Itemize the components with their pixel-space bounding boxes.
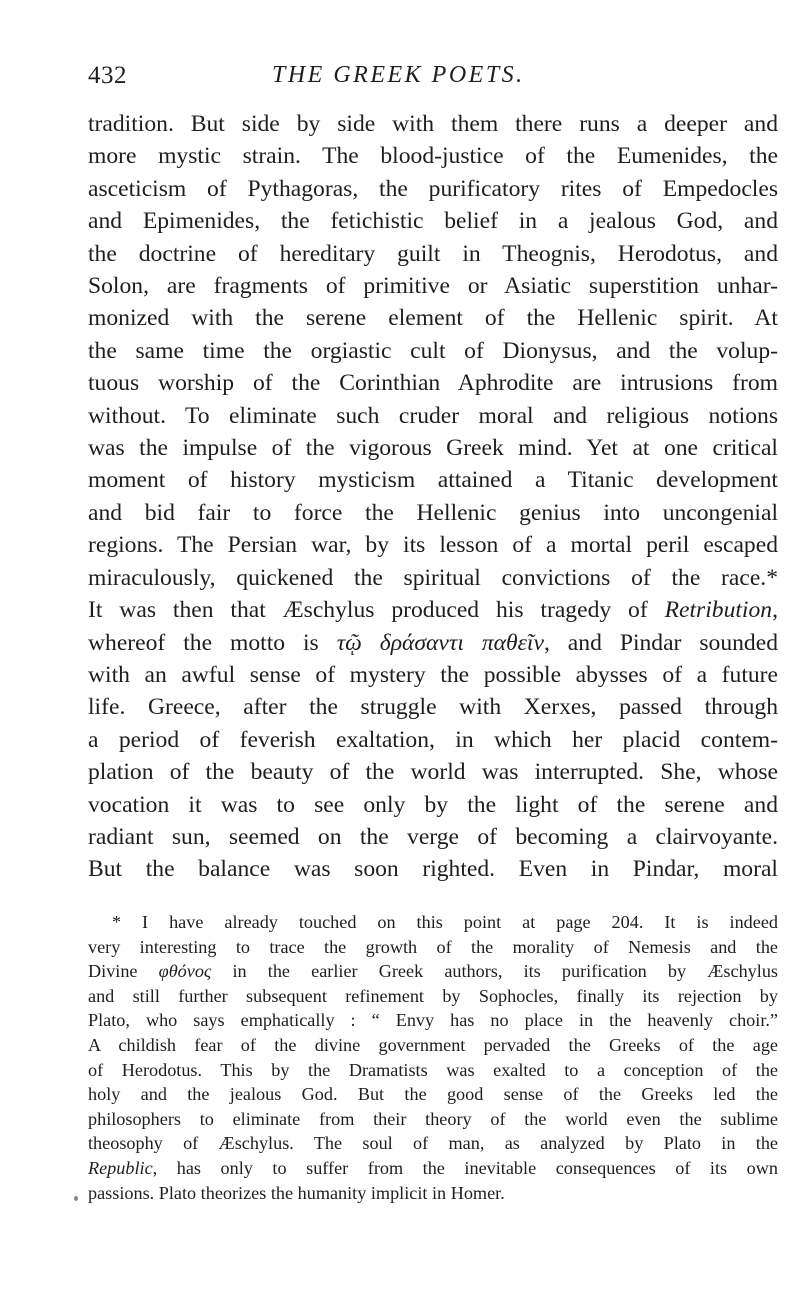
footnote-text: , has only to suffer from the inevitable consequences of its own bbox=[152, 1157, 778, 1178]
footnote-line: very interesting to trace the growth of the morality of Nemesis and the bbox=[88, 936, 778, 957]
footnote-line: of Herodotus. This by the Dramatists was exalted to a conception of the bbox=[88, 1059, 778, 1080]
footnote-line: A childish fear of the divine government pervaded the Greeks of the age bbox=[88, 1034, 778, 1055]
footnote-line: theosophy of Æschylus. The soul of man, as analyzed by Plato in the bbox=[88, 1133, 778, 1154]
body-line: a period of feverish exaltation, in which her placid contem- bbox=[88, 726, 778, 753]
footnote-line: holy and the jealous God. But the good sense of the Greeks led the bbox=[88, 1084, 778, 1105]
body-line: and bid fair to force the Hellenic genius into uncongenial bbox=[88, 499, 778, 526]
body-line: Solon, are fragments of primitive or Asiatic superstition unhar- bbox=[88, 273, 778, 300]
footnote-line bbox=[88, 959, 778, 984]
body-line: the same time the orgiastic cult of Dionysus, and the volup- bbox=[88, 337, 778, 364]
body-text bbox=[88, 108, 778, 886]
body-line: plation of the beauty of the world was interrupted. She, whose bbox=[88, 759, 778, 786]
work-title-retribution: Retribution bbox=[664, 597, 773, 624]
body-line-text: whereof the motto is bbox=[88, 629, 337, 656]
body-line: radiant sun, seemed on the verge of becoming a clairvoyante. bbox=[88, 823, 778, 850]
work-title-republic: Republic bbox=[88, 1157, 153, 1178]
body-line: the doctrine of hereditary guilt in Theognis, Herodotus, and bbox=[88, 240, 778, 267]
page-number: 432 bbox=[88, 62, 127, 89]
running-title: THE GREEK POETS. bbox=[272, 62, 525, 88]
body-line: moment of history mysticism attained a Titanic development bbox=[88, 467, 778, 494]
body-line: more mystic strain. The blood-justice of the Eumenides, the bbox=[88, 143, 778, 170]
greek-word-phthonos: φθόνος bbox=[158, 961, 212, 982]
body-line: But the balance was soon righted. Even in Pindar, moral bbox=[88, 856, 778, 883]
margin-speck bbox=[74, 1196, 78, 1201]
footnote bbox=[88, 910, 778, 1205]
footnote-line: passions. Plato theorizes the humanity implicit in Homer. bbox=[88, 1182, 505, 1203]
footnote-line: * I have already touched on this point at page 204. It is indeed bbox=[112, 912, 778, 932]
body-line: asceticism of Pythagoras, the purificatory rites of Empedocles bbox=[88, 175, 778, 202]
body-line: and Epimenides, the fetichistic belief in a jealous God, and bbox=[88, 208, 778, 235]
footnote-line: philosophers to eliminate from their theory of the world even the sublime bbox=[88, 1108, 778, 1129]
body-line-text: It was then that Æschylus produced his tragedy of bbox=[88, 597, 665, 624]
body-line: regions. The Persian war, by its lesson of a mortal peril escaped bbox=[88, 532, 778, 559]
body-line: monized with the serene element of the Hellenic spirit. At bbox=[88, 305, 778, 332]
greek-motto: τῷ δράσαντι παθεῖν bbox=[336, 629, 544, 656]
body-line: vocation it was to see only by the light of the serene and bbox=[88, 791, 778, 818]
footnote-line bbox=[88, 1156, 778, 1181]
body-line: tradition. But side by side with them there runs a deeper and bbox=[88, 111, 778, 137]
footnote-text: Divine bbox=[88, 961, 159, 982]
footnote-text: in the earlier Greek authors, its purification by Æschylus bbox=[211, 961, 778, 982]
body-line: miraculously, quickened the spiritual convictions of the race.* bbox=[88, 564, 778, 591]
footnote-line: Plato, who says emphatically : “ Envy has no place in the heavenly choir.” bbox=[88, 1010, 778, 1031]
body-line: life. Greece, after the struggle with Xerxes, passed through bbox=[88, 694, 778, 721]
body-line: was the impulse of the vigorous Greek mind. Yet at one critical bbox=[88, 435, 778, 462]
body-line: without. To eliminate such cruder moral and religious notions bbox=[88, 402, 778, 429]
body-line bbox=[88, 627, 778, 659]
body-line-text: , bbox=[772, 597, 778, 624]
body-line bbox=[88, 594, 778, 626]
body-line: with an awful sense of mystery the possible abysses of a future bbox=[88, 661, 778, 688]
body-line: tuous worship of the Corinthian Aphrodite are intrusions from bbox=[88, 370, 778, 397]
body-line-text: , and Pindar sounded bbox=[543, 629, 778, 656]
footnote-line: and still further subsequent refinement by Sophocles, finally its rejection by bbox=[88, 985, 778, 1006]
page-header bbox=[0, 62, 800, 102]
